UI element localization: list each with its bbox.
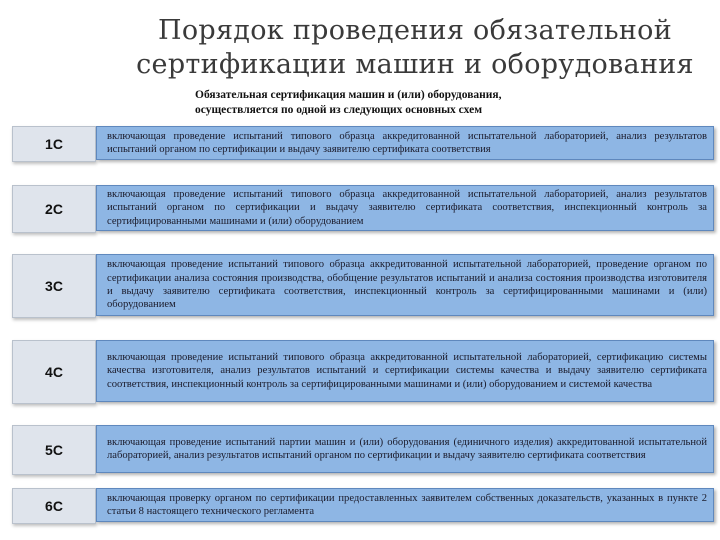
page-subtitle-line-1: Обязательная сертификация машин и (или) оборудования, bbox=[195, 89, 502, 101]
page-title-line-2: сертификации машин и оборудования bbox=[136, 49, 694, 80]
page-title-line-1: Порядок проведения обязательной bbox=[157, 15, 673, 46]
scheme-code-6c bbox=[12, 488, 96, 524]
scheme-code-5c bbox=[12, 425, 96, 475]
scheme-code-label: 3С bbox=[45, 278, 63, 294]
scheme-description-text: включающая проведение испытаний типового образца аккредитованной испытательной лабораторией, анализ результатов испытаний органом по сертификации и выдачу заявителю сертификата соответствия bbox=[107, 130, 707, 155]
scheme-code-1c bbox=[12, 126, 96, 162]
scheme-description-6c bbox=[96, 488, 714, 522]
scheme-code-label: 2С bbox=[45, 201, 63, 217]
scheme-description-5c bbox=[96, 425, 714, 473]
scheme-description-text: включающая проверку органом по сертификации предоставленных заявителем собственных доказательств, указанных в пункте 2 статьи 8 настоящего технического регламента bbox=[107, 492, 707, 517]
page-subtitle-line-2: осуществляется по одной из следующих основных схем bbox=[195, 104, 483, 116]
page-subtitle bbox=[195, 88, 615, 118]
scheme-description-text: включающая проведение испытаний партии машин и (или) оборудования (единичного изделия) аккредитованной испытательной лабораторией, анализ результатов испытаний органом по сертификации и выдачу заявителю сертификата соответствия bbox=[107, 436, 707, 461]
scheme-description-text: включающая проведение испытаний типового образца аккредитованной испытательной лабораторией, анализ результатов испытаний органом по сертификации и выдачу заявителю сертификата соответствия, инспекционный контроль за сертифицированными машинами и (или) оборудованием bbox=[107, 188, 707, 227]
scheme-code-label: 6С bbox=[45, 498, 63, 514]
scheme-code-4c bbox=[12, 340, 96, 404]
scheme-code-label: 4С bbox=[45, 364, 63, 380]
scheme-description-4c bbox=[96, 340, 714, 402]
scheme-code-label: 1С bbox=[45, 136, 63, 152]
scheme-code-3c bbox=[12, 254, 96, 318]
scheme-code-2c bbox=[12, 185, 96, 233]
scheme-description-text: включающая проведение испытаний типового образца аккредитованной испытательной лабораторией, проведение органом по сертификации анализа состояния производства, обобщение результатов испытаний и анализа состояния производства изготовителя и выдачу заявителю сертификата соответствия, инспекционный контроль за сертифицированными машинами и (или) оборудованием bbox=[107, 259, 707, 311]
scheme-description-1c bbox=[96, 126, 714, 160]
scheme-code-label: 5С bbox=[45, 442, 63, 458]
scheme-description-2c bbox=[96, 185, 714, 231]
scheme-description-3c bbox=[96, 254, 714, 316]
scheme-description-text: включающая проведение испытаний типового образца аккредитованной испытательной лабораторией, сертификацию системы качества изготовителя, анализ результатов испытаний и сертификации системы качества и выдачу заявителю сертификата соответствия, инспекционный контроль за сертифицированными машинами и (или) оборудованием и системой качества bbox=[107, 351, 707, 390]
page-title bbox=[120, 14, 710, 82]
